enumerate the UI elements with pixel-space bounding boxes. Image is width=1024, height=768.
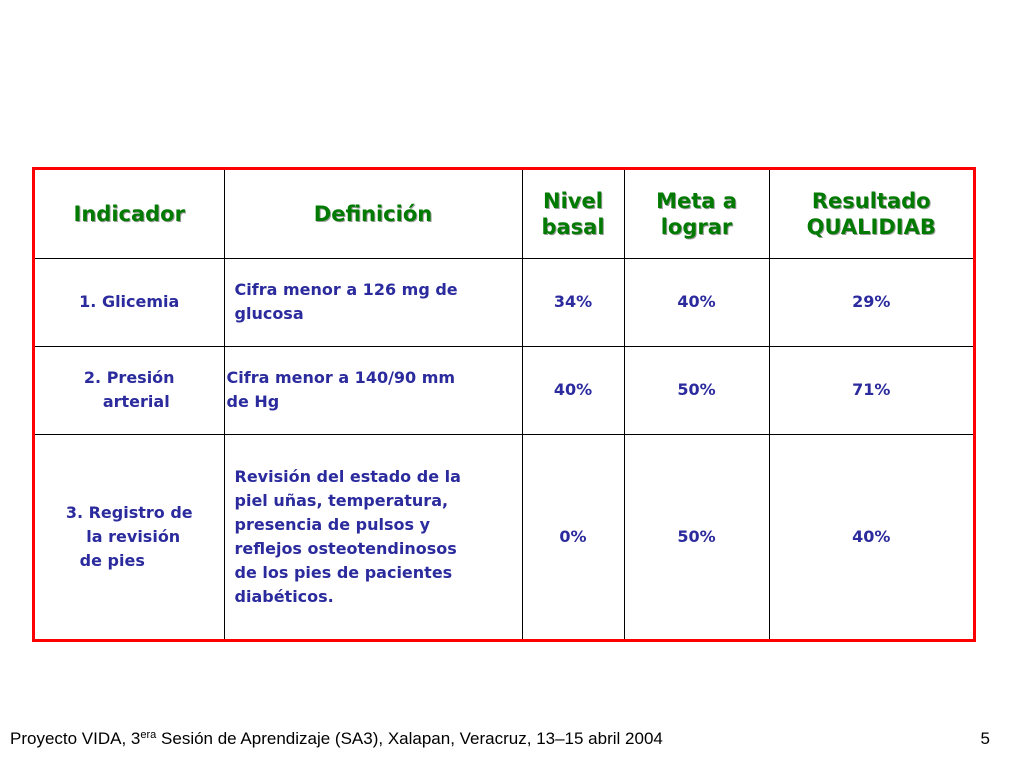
- table-row: [35, 258, 973, 346]
- indicator-table: [35, 170, 973, 639]
- table-row: [35, 434, 973, 639]
- cell-meta: 50%: [624, 346, 769, 434]
- table-header-row: [35, 170, 973, 258]
- header-meta-a-lograr: Meta a lograr: [624, 170, 769, 258]
- header-resultado-qualidiab: Resultado QUALIDIAB: [769, 170, 973, 258]
- cell-nivel-basal: 34%: [522, 258, 624, 346]
- header-definicion: Definición: [224, 170, 522, 258]
- cell-indicador: 2. Presión arterial: [35, 346, 224, 434]
- cell-meta: 50%: [624, 434, 769, 639]
- cell-nivel-basal: 0%: [522, 434, 624, 639]
- header-indicador: Indicador: [35, 170, 224, 258]
- cell-definicion: Revisión del estado de la piel uñas, temperatura, presencia de pulsos y reflejos osteotendinosos de los pies de pacientes diabéticos.: [224, 434, 522, 639]
- cell-nivel-basal: 40%: [522, 346, 624, 434]
- indicator-table-frame: [32, 167, 976, 642]
- footer-citation: Proyecto VIDA, $3^{era}$ Sesión de Aprendizaje (SA3), Xalapan, Veracruz, 13–15 abril 2004: [10, 729, 663, 748]
- page-number: 5: [980, 729, 990, 748]
- header-nivel-basal: Nivel basal: [522, 170, 624, 258]
- cell-meta: 40%: [624, 258, 769, 346]
- cell-indicador: 3. Registro de la revisión de pies: [35, 434, 224, 639]
- cell-resultado: 40%: [769, 434, 973, 639]
- cell-definicion: Cifra menor a 140/90 mm de Hg: [224, 346, 522, 434]
- cell-resultado: 29%: [769, 258, 973, 346]
- cell-definicion: Cifra menor a 126 mg de glucosa: [224, 258, 522, 346]
- cell-resultado: 71%: [769, 346, 973, 434]
- table-row: [35, 346, 973, 434]
- cell-indicador: 1. Glicemia: [35, 258, 224, 346]
